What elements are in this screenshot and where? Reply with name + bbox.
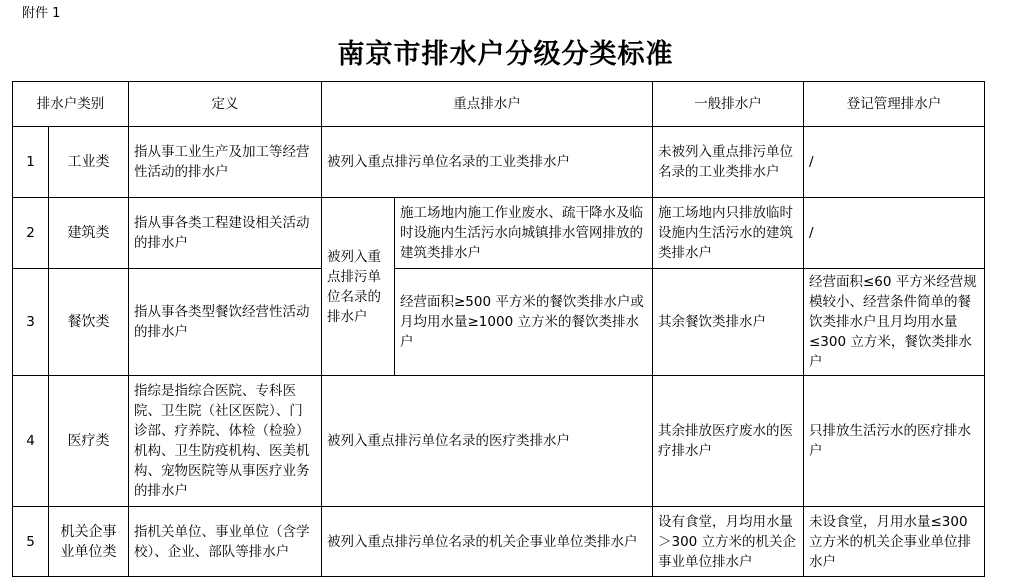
table-row bbox=[13, 269, 985, 376]
registered-discharger-cell: / bbox=[804, 127, 985, 198]
key-discharger-detail: 施工场地内施工作业废水、疏干降水及临时设施内生活污水向城镇排水管网排放的建筑类排水户 bbox=[395, 198, 653, 269]
row-number: 4 bbox=[13, 376, 49, 507]
registered-discharger-cell: 经营面积≤60 平方米经营规模较小、经营条件简单的餐饮类排水户且月均用水量≤300 立方米，餐饮类排水户 bbox=[804, 269, 985, 376]
key-discharger-cell: 被列入重点排污单位名录的医疗类排水户 bbox=[322, 376, 653, 507]
header-general: 一般排水户 bbox=[653, 82, 804, 127]
header-row bbox=[13, 82, 985, 127]
header-key: 重点排水户 bbox=[322, 82, 653, 127]
category-name: 餐饮类 bbox=[49, 269, 129, 376]
registered-discharger-cell: / bbox=[804, 198, 985, 269]
category-name: 机关企事业单位类 bbox=[49, 507, 129, 577]
table-row bbox=[13, 376, 985, 507]
row-number: 3 bbox=[13, 269, 49, 376]
category-definition: 指从事工业生产及加工等经营性活动的排水户 bbox=[129, 127, 322, 198]
row-number: 5 bbox=[13, 507, 49, 577]
table-row bbox=[13, 127, 985, 198]
general-discharger-cell: 设有食堂，月均用水量＞300 立方米的机关企事业单位排水户 bbox=[653, 507, 804, 577]
key-discharger-cell: 被列入重点排污单位名录的工业类排水户 bbox=[322, 127, 653, 198]
general-discharger-cell: 其余排放医疗废水的医疗排水户 bbox=[653, 376, 804, 507]
page-title: 南京市排水户分级分类标准 bbox=[337, 39, 674, 70]
merged-key-label: 被列入重点排污单位名录的排水户 bbox=[322, 198, 395, 376]
header-registered: 登记管理排水户 bbox=[804, 82, 985, 127]
category-name: 医疗类 bbox=[49, 376, 129, 507]
category-name: 建筑类 bbox=[49, 198, 129, 269]
header-definition: 定义 bbox=[129, 82, 322, 127]
category-definition: 指综是指综合医院、专科医院、卫生院（社区医院）、门诊部、疗养院、体检（检验）机构、卫生防疫机构、医美机构、宠物医院等从事医疗业务的排水户 bbox=[129, 376, 322, 507]
registered-discharger-cell: 只排放生活污水的医疗排水户 bbox=[804, 376, 985, 507]
attachment-label: 附件 1 bbox=[22, 6, 61, 21]
category-definition: 指机关单位、事业单位（含学校）、企业、部队等排水户 bbox=[129, 507, 322, 577]
table-row bbox=[13, 507, 985, 577]
category-name: 工业类 bbox=[49, 127, 129, 198]
registered-discharger-cell: 未设食堂，月用水量≤300 立方米的机关企事业单位排水户 bbox=[804, 507, 985, 577]
category-definition: 指从事各类型餐饮经营性活动的排水户 bbox=[129, 269, 322, 376]
general-discharger-cell: 其余餐饮类排水户 bbox=[653, 269, 804, 376]
general-discharger-cell: 未被列入重点排污单位名录的工业类排水户 bbox=[653, 127, 804, 198]
category-definition: 指从事各类工程建设相关活动的排水户 bbox=[129, 198, 322, 269]
classification-table bbox=[12, 81, 985, 577]
key-discharger-detail: 经营面积≥500 平方米的餐饮类排水户或月均用水量≥1000 立方米的餐饮类排水户 bbox=[395, 269, 653, 376]
general-discharger-cell: 施工场地内只排放临时设施内生活污水的建筑类排水户 bbox=[653, 198, 804, 269]
row-number: 2 bbox=[13, 198, 49, 269]
header-category: 排水户类别 bbox=[13, 82, 129, 127]
table-row bbox=[13, 198, 985, 269]
row-number: 1 bbox=[13, 127, 49, 198]
key-discharger-cell: 被列入重点排污单位名录的机关企事业单位类排水户 bbox=[322, 507, 653, 577]
